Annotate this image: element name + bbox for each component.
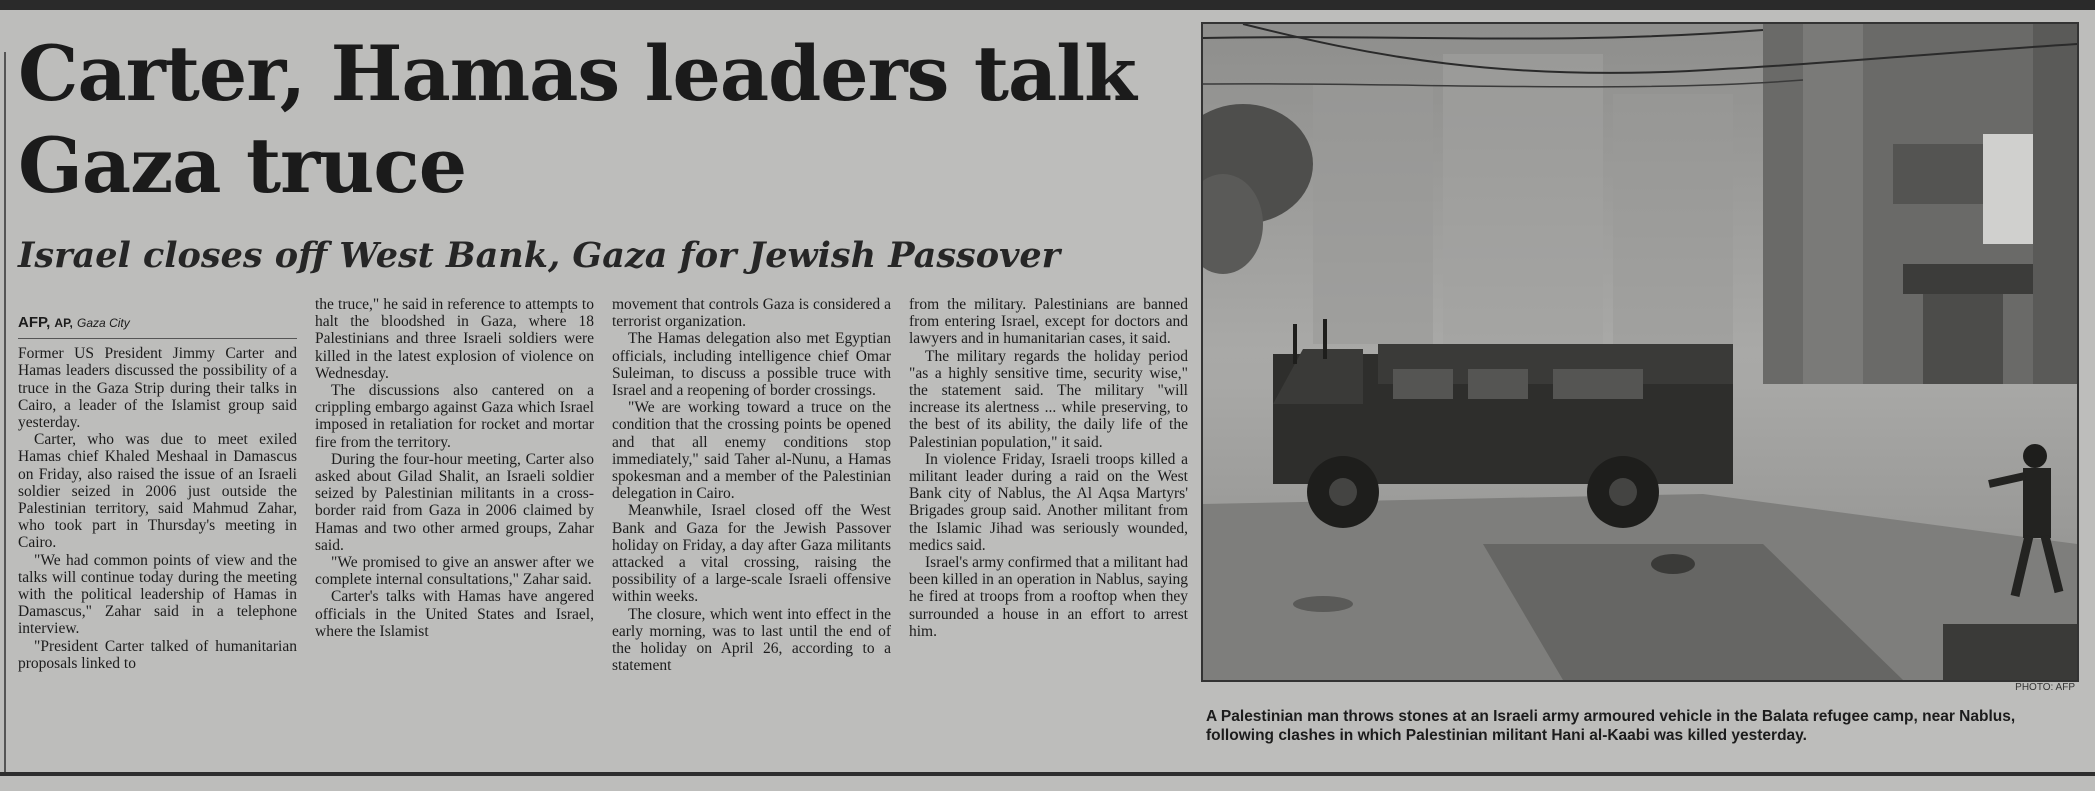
news-photo [1201,22,2079,682]
paragraph: Former US President Jimmy Carter and Hamas leaders discussed the possibility of a truce in the Gaza Strip during their talks in Cairo, a leader of the Islamist group said yesterday. [18,345,297,432]
column-2 [315,296,594,762]
paragraph: In violence Friday, Israeli troops killed a militant leader during a raid on the West Bank city of Nablus, the Al Aqsa Martyrs' Brigades group said. Another militant from the Islamic Jihad was seriously wounded, medics said. [909,450,1188,554]
paragraph: Meanwhile, Israel closed off the West Bank and Gaza for the Jewish Passover holiday on Friday, a day after Gaza militants attacked a vital crossing, raising the possibility of a large-scale Israeli offensive within weeks. [612,502,891,606]
paragraph: Israel's army confirmed that a militant had been killed in an operation in Nablus, saying he fired at troops from a rooftop when they surrounded a house in an effort to arrest him. [909,554,1188,640]
paragraph: "We had common points of view and the talks will continue today during the meeting with the political leadership of Hamas in Damascus," Zahar said in a telephone interview. [18,551,297,638]
paragraph: The discussions also cantered on a crippling embargo against Gaza which Israel imposed in retaliation for rocket and mortar fire from the territory. [315,382,594,451]
paragraph: "President Carter talked of humanitarian proposals linked to [18,637,297,672]
paragraph: The military regards the holiday period "as a highly sensitive time, security wise," the statement said. The military "will increase its alertness ... while preserving, to the best of its ability, the daily life of the Palestinian population," it said. [909,347,1188,451]
paragraph: The closure, which went into effect in the early morning, was to last until the end of the holiday on April 26, according to a statement [612,605,891,675]
column-4 [909,296,1188,762]
paragraph: movement that controls Gaza is considered a terrorist organization. [612,296,891,331]
byline-agency-afp: AFP, [18,314,51,331]
bottom-rule [0,772,2095,776]
column-1 [18,296,297,762]
paragraph: During the four-hour meeting, Carter also asked about Gilad Shalit, an Israeli soldier seized by Palestinian militants in a cross-border raid from Gaza in 2006 claimed by Hamas and two other armed groups, Zahar said. [315,450,594,554]
column-3 [612,296,891,762]
headline: Carter, Hamas leaders talk Gaza truce [18,29,1136,210]
street-scene-image [1203,24,2077,680]
photo-caption: A Palestinian man throws stones at an Israeli army armoured vehicle in the Balata refugee camp, near Nablus, following clashes in which Palestinian militant Hani al-Kaabi was killed yesterday. [1206,708,2016,744]
paragraph: Carter's talks with Hamas have angered officials in the United States and Israel, where the Islamist [315,588,594,640]
article-body [18,296,1188,762]
paragraph: The Hamas delegation also met Egyptian officials, including intelligence chief Omar Suleiman, to discuss a possible truce with Israel and a reopening of border crossings. [612,330,891,400]
subheadline: Israel closes off West Bank, Gaza for Jewish Passover [18,235,1061,276]
top-rule [0,0,2095,10]
paragraph: "We promised to give an answer after we complete internal consultations," Zahar said. [315,554,594,589]
byline [18,314,297,339]
paragraph: "We are working toward a truce on the condition that the crossing points be opened and that all enemy conditions stop immediately," said Taher al-Nunu, a Hamas spokesman and a member of the Palestinian delegation in Cairo. [612,399,891,503]
byline-location: Gaza City [77,316,130,330]
byline-agency-ap: AP, [54,316,73,330]
left-rule [4,52,6,772]
paragraph: from the military. Palestinians are banned from entering Israel, except for doctors and lawyers and in humanitarian cases, it said. [909,296,1188,348]
photo-credit: PHOTO: AFP [2015,682,2075,693]
paragraph: the truce," he said in reference to attempts to halt the bloodshed in Gaza, where 18 Palestinians and three Israeli soldiers were killed in the latest explosion of violence on Wednesday. [315,296,594,382]
paragraph: Carter, who was due to meet exiled Hamas chief Khaled Meshaal in Damascus on Friday, also raised the issue of an Israeli soldier seized in 2006 just outside the Palestinian territory, said Mahmud Zahar, who took part in Thursday's meeting in Cairo. [18,431,297,552]
